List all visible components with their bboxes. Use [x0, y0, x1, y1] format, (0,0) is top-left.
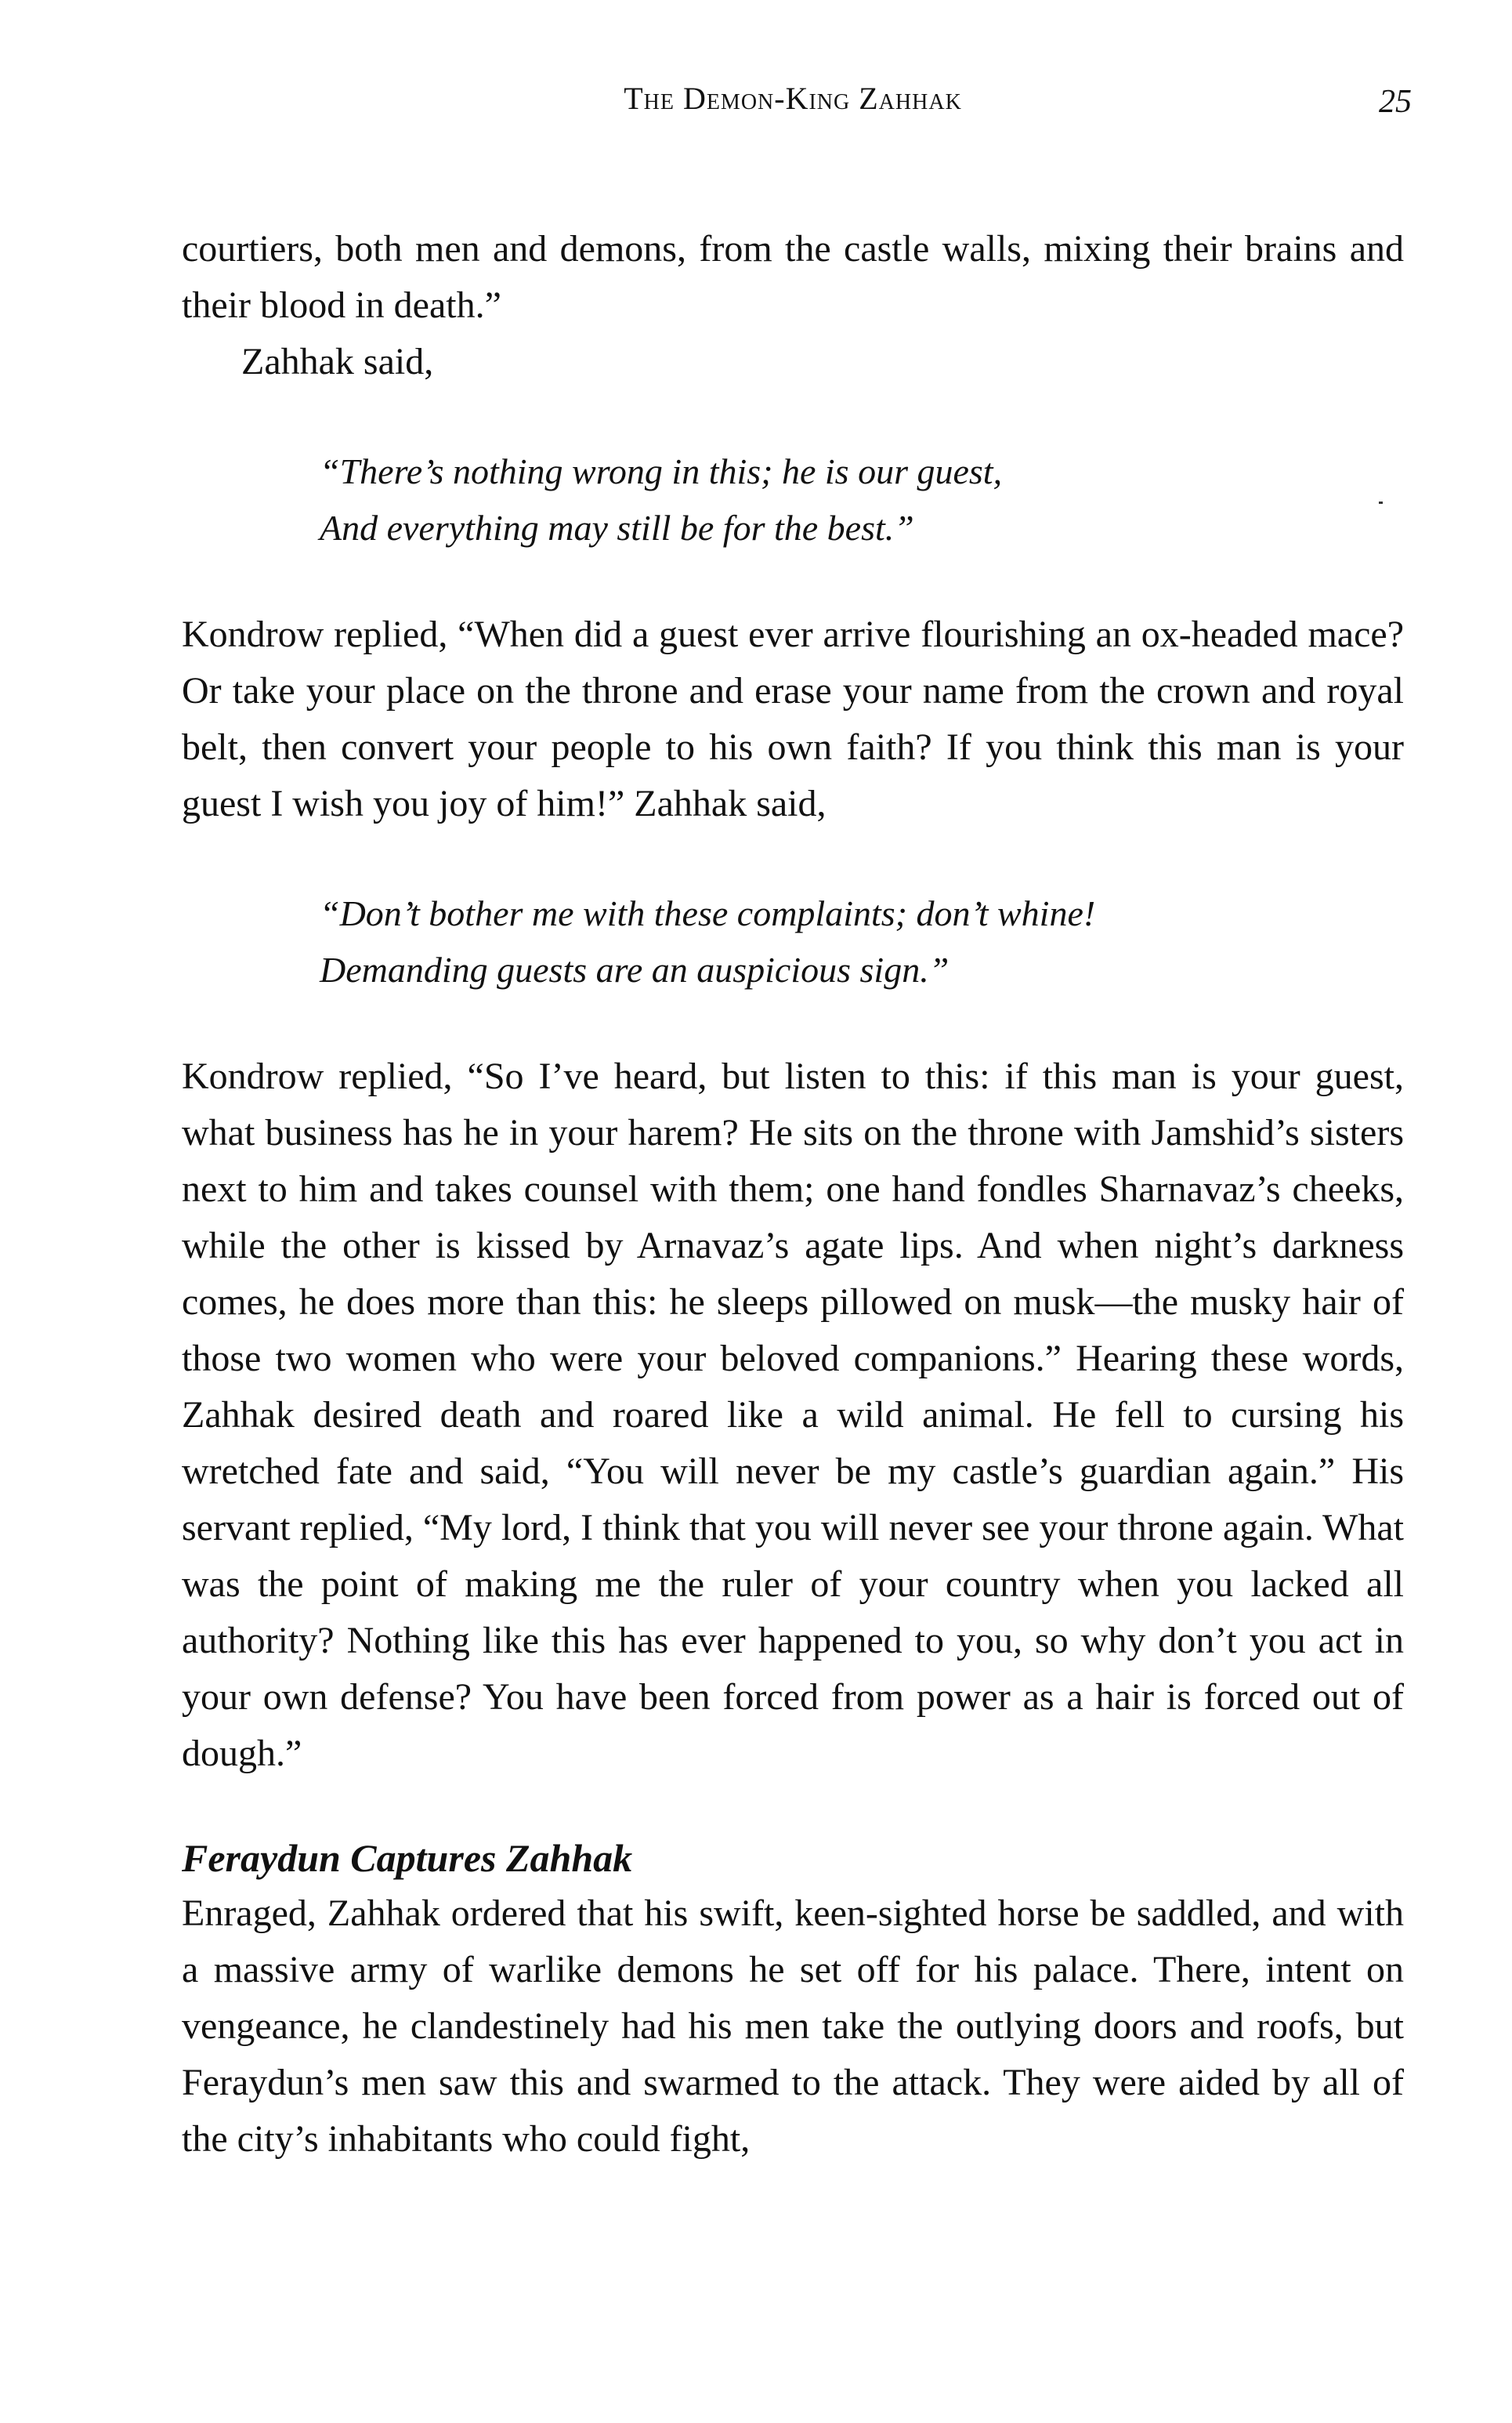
verse-line: And everything may still be for the best.” — [320, 508, 914, 548]
verse-line: “There’s nothing wrong in this; he is our guest, — [320, 451, 1003, 491]
verse-line: Demanding guests are an auspicious sign.” — [320, 950, 950, 990]
body-text — [182, 221, 1404, 2168]
verse-quote-1 — [320, 444, 1404, 556]
paragraph-kondrow-1: Kondrow replied, “When did a guest ever arrive flourishing an ox-headed mace? Or take your place on the throne and erase your name from the crown and royal belt, then convert your people to his own faith? If you think this man is your guest I wish you joy of him!” Zahhak said, — [182, 614, 1404, 824]
running-title: The Demon-King Zahhak — [624, 81, 962, 116]
verse-line: “Don’t bother me with these complaints; don’t whine! — [320, 893, 1096, 933]
verse-quote-2 — [320, 886, 1404, 998]
paragraph-kondrow-2: Kondrow replied, “So I’ve heard, but listen to this: if this man is your guest, what business has he in your harem? He sits on the throne with Jamshid’s sisters next to him and takes counsel with them; one hand fondles Sharnavaz’s cheeks, while the other is kissed by Arnavaz’s agate lips. And when night’s darkness comes, he does more than this: he sleeps pillowed on musk—the musky hair of those two women who were your beloved companions.” Hearing these words, Zahhak desired death and roared like a wild animal. He fell to cursing his wretched fate and said, “You will never be my castle’s guardian again.” His servant replied, “My lord, I think that you will never see your throne again. What was the point of making me the ruler of your country when you lacked all authority? Nothing like this has ever happened to you, so why don’t you act in your own defense? You have been forced from power as a hair is forced out of dough.” — [182, 1056, 1404, 1774]
paragraph-feraydun: Enraged, Zahhak ordered that his swift, keen-sighted horse be saddled, and with a massive army of warlike demons he set off for his palace. There, intent on vengeance, he clandestinely had his men take the outlying doors and roofs, but Feraydun’s men saw this and swarmed to the attack. They were aided by all of the city’s inhabitants who could fight, — [182, 1892, 1404, 2160]
page-number: 25 — [1379, 84, 1412, 120]
section-heading: Feraydun Captures Zahhak — [182, 1836, 633, 1880]
running-header — [182, 78, 1412, 125]
paragraph-continuation: courtiers, both men and demons, from the castle walls, mixing their brains and their blood in death.” — [182, 228, 1404, 326]
paragraph-zahhak-said: Zahhak said, — [241, 341, 434, 382]
